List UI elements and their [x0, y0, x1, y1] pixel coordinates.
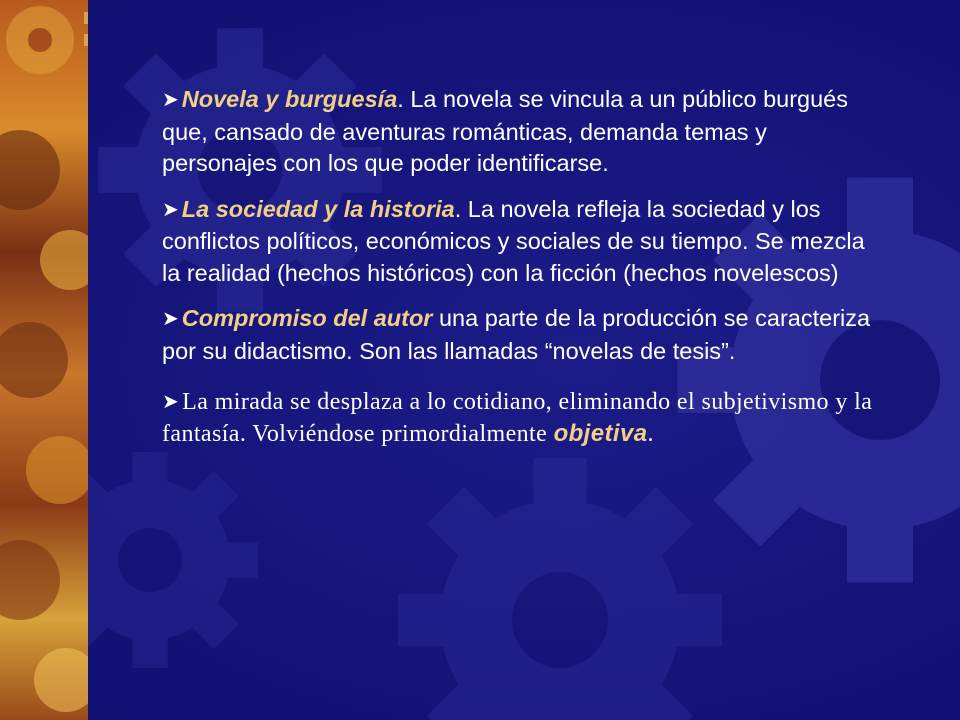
bullet-text: . La novela refleja la sociedad y los conflictos políticos, económicos y sociales de su tiempo. Se mezcla la realidad (hechos históricos) con la ficción (hechos novelescos): [162, 195, 865, 286]
bullet-tail: .: [647, 421, 654, 447]
bullet-compromiso-autor: [162, 303, 882, 367]
left-decorative-strip: [0, 0, 88, 720]
bullet-highlight: Compromiso del autor: [181, 305, 433, 331]
bullet-mirada-cotidiano: [162, 387, 882, 450]
bullet-text: . La novela se vincula a un público burgués que, cansado de aventuras románticas, demanda temas y personajes con los que poder identificarse.: [162, 86, 848, 176]
arrowhead-bullet-icon: ➤: [162, 308, 179, 330]
bullet-highlight: La sociedad y la historia: [181, 195, 455, 222]
bullet-highlight: Novela y burguesía: [181, 86, 398, 112]
bullet-novela-burguesia: [162, 84, 882, 180]
arrowhead-bullet-icon: ➤: [162, 89, 179, 111]
bullet-sociedad-historia: [162, 194, 882, 290]
arrowhead-bullet-icon: ➤: [162, 198, 179, 221]
bullet-highlight: objetiva: [553, 420, 648, 447]
arrowhead-bullet-icon: ➤: [162, 391, 180, 413]
bullet-list: [162, 84, 882, 464]
bullet-text: una parte de la producción se caracteriza por su didactismo. Son las llamadas “novelas de tesis”.: [162, 305, 871, 364]
bullet-text: La mirada se desplaza a lo cotidiano, eliminando el subjetivismo y la fantasía. Volviéndose primordialmente: [162, 389, 873, 447]
